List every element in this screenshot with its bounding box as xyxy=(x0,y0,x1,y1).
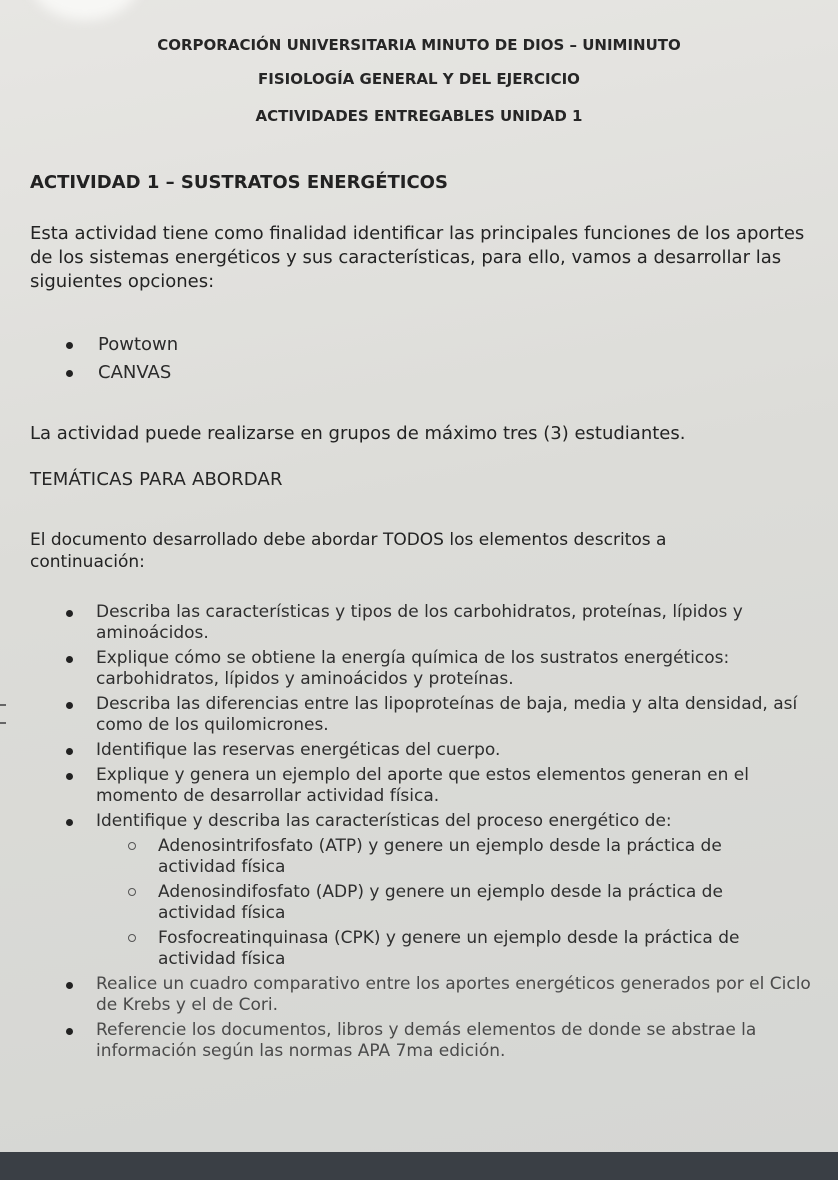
subtask-text: Adenosintrifosfato (ATP) y genere un ejemplo desde la práctica de actividad física xyxy=(158,836,722,877)
monitor-bezel xyxy=(0,1152,838,1180)
bullet-icon xyxy=(66,819,73,826)
list-item xyxy=(0,602,838,644)
section-title: TEMÁTICAS PARA ABORDAR xyxy=(30,469,283,490)
circle-bullet-icon xyxy=(128,888,136,896)
task-text: Identifique las reservas energéticas del cuerpo. xyxy=(96,740,501,760)
list-item xyxy=(0,974,838,1016)
bullet-icon xyxy=(66,610,73,617)
group-note: La actividad puede realizarse en grupos de máximo tres (3) estudiantes. xyxy=(30,423,686,444)
bullet-icon xyxy=(66,702,73,709)
university-name: CORPORACIÓN UNIVERSITARIA MINUTO DE DIOS – UNIMINUTO xyxy=(157,36,681,54)
unit-title: ACTIVIDADES ENTREGABLES UNIDAD 1 xyxy=(255,107,583,125)
list-item xyxy=(0,811,838,970)
list-item xyxy=(0,740,838,761)
task-text: Referencie los documentos, libros y demás elementos de donde se abstrae la información según las normas APA 7ma edición. xyxy=(96,1020,757,1061)
activity-title: ACTIVIDAD 1 – SUSTRATOS ENERGÉTICOS xyxy=(30,172,448,193)
subtask-text: Fosfocreatinquinasa (CPK) y genere un ejemplo desde la práctica de actividad física xyxy=(158,928,740,969)
bullet-icon xyxy=(66,748,73,755)
bullet-icon xyxy=(66,656,73,663)
task-text: Realice un cuadro comparativo entre los aportes energéticos generados por el Ciclo de Krebs y el de Cori. xyxy=(96,974,811,1015)
task-list xyxy=(0,602,838,1066)
bullet-icon xyxy=(66,1028,73,1035)
option-label: CANVAS xyxy=(98,362,172,383)
screen-glare xyxy=(30,0,140,20)
list-item xyxy=(0,1020,838,1062)
course-name: FISIOLOGÍA GENERAL Y DEL EJERCICIO xyxy=(258,70,580,88)
task-text: Describa las características y tipos de los carbohidratos, proteínas, lípidos y aminoácidos. xyxy=(96,602,743,643)
list-item xyxy=(0,765,838,807)
intro-paragraph: Esta actividad tiene como finalidad identificar las principales funciones de los aportes de los sistemas energéticos y sus características, para ello, vamos a desarrollar las siguientes opciones: xyxy=(30,223,805,292)
bullet-icon xyxy=(66,982,73,989)
list-item xyxy=(0,648,838,690)
list-item xyxy=(0,836,838,878)
bullet-icon xyxy=(66,773,73,780)
section-intro: El documento desarrollado debe abordar TODOS los elementos descritos a continuación: xyxy=(30,530,667,572)
circle-bullet-icon xyxy=(128,842,136,850)
task-text: Identifique y describa las características del proceso energético de: xyxy=(96,811,672,831)
bullet-icon xyxy=(66,370,73,377)
subtask-list xyxy=(0,836,838,970)
subtask-text: Adenosindifosfato (ADP) y genere un ejemplo desde la práctica de actividad física xyxy=(158,882,723,923)
list-item xyxy=(0,694,838,736)
task-text: Describa las diferencias entre las lipoproteínas de baja, media y alta densidad, así como de los quilomicrones. xyxy=(96,694,798,735)
option-label: Powtown xyxy=(98,334,179,355)
list-item xyxy=(0,928,838,970)
list-item xyxy=(0,882,838,924)
bullet-icon xyxy=(66,342,73,349)
circle-bullet-icon xyxy=(128,934,136,942)
task-text: Explique y genera un ejemplo del aporte que estos elementos generan en el momento de desarrollar actividad física. xyxy=(96,765,749,806)
task-text: Explique cómo se obtiene la energía química de los sustratos energéticos: carbohidratos, lípidos y aminoácidos y proteínas. xyxy=(96,648,730,689)
